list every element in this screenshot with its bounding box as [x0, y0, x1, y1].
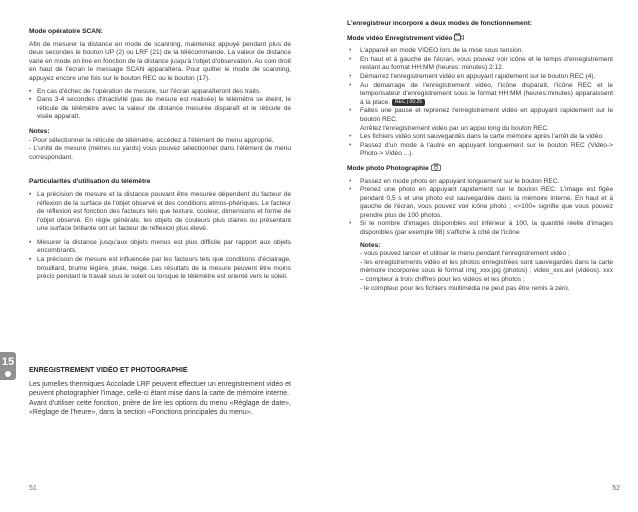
video-mode-label: Mode vidéo Enregistrement vidéo [347, 34, 453, 42]
video-camera-icon [454, 33, 464, 41]
notes-block [347, 242, 613, 294]
list-item: • Passez d'un mode à l'autre en appuyant longuement sur le bouton REC (Vidéo-> Photo-> Vidéo ...). [347, 142, 613, 159]
video-paragraph: Les jumelles thermiques Accolade LRF peuvent effectuer un enregistrement vidéo et peuvent photographier l'image, celle-ci étant mise dans la carte de mémoire interne. [29, 380, 291, 398]
scan-title: Mode opératoire SCAN: [29, 28, 104, 35]
photo-mode-title [347, 163, 613, 174]
scan-paragraph: Afin de mesurer la distance en mode de scanning, maintenez appuyé pendant plus de deux secondes le bouton UP (2) ou LRF (21) de la télécommande. La valeur de distance varie en mode on line en fonction de la distance jusqu'à l'objet d'observation. Au coin droit en haut de l'écran le message SCAN apparaîtera. Pour quitter le mode de scanning, appuyez encore une fois sur le bouton REC ou le bouton (17). [29, 40, 291, 82]
list-item: • La précision de mesure et la distance pouvant être mesurée dépendent du facteur de réflexion de la surface de l'objet observé et des conditions atmos-phériques. Le facteur de réflexion est fonction des facteurs tels que texture, couleur, dimensions et forme de l'objet observé. En règle générale, les objets de couleurs plus claires ou présentant une surface brillante ont un facteur de réflexion plus élevé. [29, 191, 291, 234]
video-mode-title [347, 33, 613, 44]
note-line: - vous pouvez lancer et utiliser le menu pendant l'enregistrement vidéo ; [360, 250, 570, 258]
section-tab [0, 352, 16, 380]
video-mode-list [347, 47, 613, 159]
list-item: • En haut et à gauche de l'écran, vous pouvez voir icône et le temps d'enregistrement restant au format HH:MM (heures: minutes) 2:12. [347, 56, 613, 73]
photo-mode-label: Mode photo Photographie [347, 164, 429, 172]
section-number: 15 [1, 356, 15, 368]
list-item [347, 82, 613, 108]
note-line: - les enregistrements vidéo et les photos enregistrées sont sauvegardés dans la carte mémoire incorporée sous le format img_xxx.jpg (photos) ; video_xxx.avi (vidéos). xxx – compteur à trois chiffres pour les vidéos et les photos ; [360, 258, 613, 284]
note-line: - L'unité de mesure (mètres ou yards) vous pouvez sélectionner dans l'élément de menu correspondant. [29, 145, 291, 161]
scan-bullets [29, 88, 291, 122]
intro-line: L'enregistreur incorporé a deux modes de fonctionnement: [347, 20, 533, 27]
list-item [347, 107, 613, 133]
particularities-title: Particularités d'utilisation du télémètre [29, 178, 151, 186]
notes-title: Notes: [360, 241, 381, 249]
note-line: - le compteur pour les fichiers multimédia ne peut pas être remis à zéro. [360, 284, 570, 292]
list-item-text: Faites une pause et reprenez l'enregistrement vidéo en appuyant rapidement sur le bouton REC. [360, 107, 613, 123]
rec-badge: REC | 00:25 [392, 99, 425, 106]
list-item: • Démarrez l'enregistrement vidéo en appuyant rapidement sur le bouton REC (4). [347, 73, 613, 82]
particularities-bullets [29, 191, 291, 282]
list-item: • La précision de mesure est influencée par les facteurs tels que conditions d'éclairage, brouillard, brume légère, pluie, neige. Les résultats de la mesure peuvent être moins précis pendant le travail sous le soleil ou lorsque le télémètre est orienté vers le soleil. [29, 256, 291, 282]
list-item: • Si le nombre d'images disponibles est inférieur à 100, la quantité réelle d'images disponibles (par exemple 98) s'affiche à côté de l'icône [347, 220, 613, 237]
right-column [347, 20, 613, 293]
list-item: • Mesurer la distance jusqu'aux objets menus est plus difficile par rapport aux objets encombrants. [29, 239, 291, 256]
right-page [319, 0, 638, 512]
note-line: - Pour sélectionner le réticule de télémètre, accédez à l'élément de menu approprié. [29, 136, 274, 144]
list-item: • Les fichiers vidéo sont sauvegardés dans la carte mémoire après l'arrêt de la vidéo. [347, 133, 613, 142]
page-number: 52 [612, 485, 620, 492]
page-number: 51 [29, 485, 37, 492]
list-item: • Prenez une photo en appuyant rapidement sur le bouton REC. L'image est figée pendant 0,5 s et une photo est sauvegardée dans la mémoire interne. En haut et à gauche de l'écran, vous pouvez voir icône photo ; «>100» signifie que vous pouvez prendre plus de 100 photos. [347, 186, 613, 220]
video-section-title: ENREGISTREMENT VIDÉO ET PHOTOGRAPHIE [29, 367, 188, 374]
list-item: • Passez en mode photo en appuyant longuement sur le bouton REC. [347, 178, 613, 187]
stop-line: Arrêtez l'enregistrement vidéo par un appui long du bouton REC. [360, 124, 549, 132]
list-item: • En cas d'échec de l'opération de mesure, sur l'écran apparaîteront des traits. [29, 88, 291, 97]
notes-title: Notes: [29, 127, 50, 135]
left-column [29, 28, 291, 282]
video-paragraph: Avant d'utiliser cette fonction, prière de lire les options du menu «Réglage de date», «Réglage de l'heure», dans la section «Fonctions principales du menu». [29, 399, 291, 417]
list-item: • Dans 3-4 secondes d'inactivité (pas de mesure est realisée) le télémètre se éteint, le réticule de télémètre avec la valeur de distance mesurée disparaît et le réticule de visée apparaît. [29, 96, 291, 122]
list-item-text: Au démarrage de l'enregistrement vidéo, l'icône disparaît, l'icône REC et le temporisateur d'enregistrement sous le format HH:MM (heures:minutes) apparaissent à la place. [360, 81, 613, 106]
photo-mode-list [347, 178, 613, 238]
photo-camera-icon [431, 163, 441, 171]
bullet-icon [5, 371, 11, 377]
list-item: • L'appareil en mode VIDEO lors de la mise sous tension. [347, 47, 613, 56]
video-section [29, 366, 291, 418]
